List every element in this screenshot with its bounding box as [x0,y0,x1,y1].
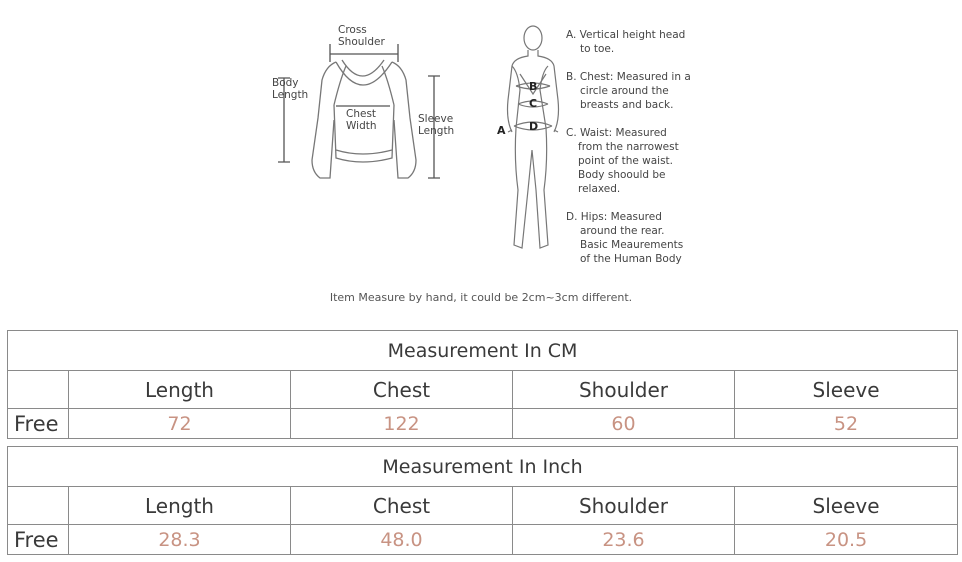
table-title: Measurement In CM [8,331,958,371]
table-title: Measurement In Inch [8,447,958,487]
row-label-free: Free [8,409,69,439]
header-length: Length [69,371,291,409]
value-chest: 48.0 [291,525,513,555]
value-chest: 122 [291,409,513,439]
value-length: 28.3 [69,525,291,555]
header-shoulder: Shoulder [513,487,735,525]
note-b: B. Chest: Measured in a circle around the breasts and back. [566,71,691,111]
header-shoulder: Shoulder [513,371,735,409]
value-length: 72 [69,409,291,439]
letter-c: C [529,97,538,110]
sleeve-length-label: Sleeve Length [418,113,455,137]
cross-shoulder-label: Cross Shoulder [338,24,385,48]
empty-corner-cell [8,371,69,409]
value-shoulder: 60 [513,409,735,439]
value-sleeve: 52 [735,409,958,439]
letter-b: B [529,80,538,93]
row-label-free: Free [8,525,69,555]
letter-d: D [529,120,539,133]
value-shoulder: 23.6 [513,525,735,555]
header-length: Length [69,487,291,525]
measure-caption: Item Measure by hand, it could be 2cm~3cm different. [329,291,633,304]
header-sleeve: Sleeve [735,371,958,409]
letter-a: A [497,124,506,137]
value-sleeve: 20.5 [735,525,958,555]
header-chest: Chest [291,371,513,409]
header-chest: Chest [291,487,513,525]
note-c: C. Waist: Measured from the narrowest point of the waist. Body shoould be relaxed. [566,127,679,195]
body-length-label: Body Length [272,77,309,101]
chest-width-label: Chest Width [346,108,377,132]
header-sleeve: Sleeve [735,487,958,525]
note-a: A. Vertical height head to toe. [566,29,686,55]
inch-table [7,446,958,555]
empty-corner-cell [8,487,69,525]
note-d: D. Hips: Measured around the rear. Basic Meaurements of the Human Body [566,211,684,265]
cm-table [7,330,958,439]
